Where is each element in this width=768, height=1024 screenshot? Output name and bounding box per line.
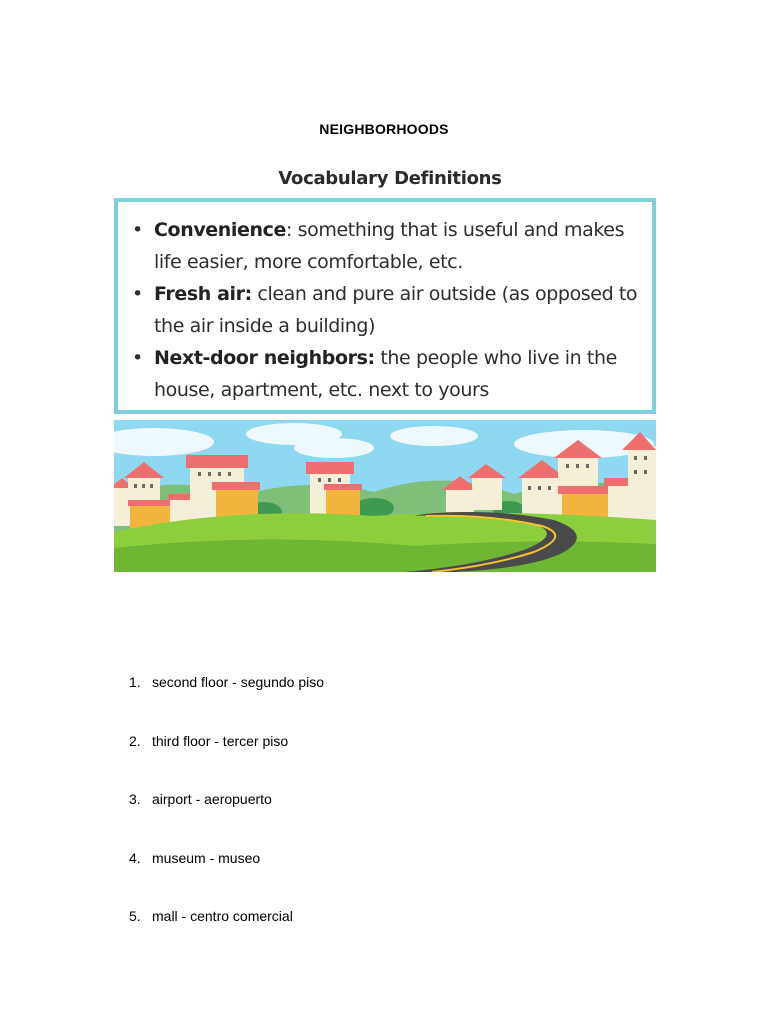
definition-term: Fresh air:: [154, 283, 252, 305]
definitions-list: [118, 202, 652, 406]
grass-shadow: [114, 539, 656, 572]
list-item-text: museum - museo: [152, 849, 261, 866]
document-title: NEIGHBORHOODS: [319, 121, 449, 137]
list-item-text: airport - aeropuerto: [152, 791, 272, 808]
bullet-icon: •: [132, 219, 143, 241]
definition-separator: :: [286, 219, 298, 241]
definition-text: something that is useful and makes life easier, more comfortable, etc.: [154, 219, 625, 273]
list-item: [129, 733, 324, 792]
definition-item: [132, 342, 642, 406]
list-item: [129, 674, 324, 733]
list-item-number: 5.: [129, 908, 141, 925]
definition-item: [132, 278, 642, 342]
definitions-box: [114, 198, 656, 414]
definition-text: the people who live in the house, apartment, etc. next to yours: [154, 347, 617, 401]
list-item-text: third floor - tercer piso: [152, 732, 289, 749]
list-item-text: mall - centro comercial: [152, 908, 293, 925]
neighborhood-landscape-illustration: [114, 420, 656, 572]
list-item-number: 3.: [129, 791, 141, 808]
list-item: [129, 850, 324, 909]
list-item-number: 4.: [129, 849, 141, 866]
list-item-number: 2.: [129, 732, 141, 749]
list-item-number: 1.: [129, 674, 141, 690]
definition-term: Convenience: [154, 219, 286, 241]
bullet-icon: •: [132, 347, 143, 369]
vocabulary-heading: Vocabulary Definitions: [278, 168, 502, 189]
landscape-svg: [114, 420, 656, 572]
definition-item: [132, 214, 642, 278]
vocabulary-word-list: [129, 674, 324, 967]
list-item-text: second floor - segundo piso: [152, 674, 324, 690]
bullet-icon: •: [132, 283, 143, 305]
definition-term: Next-door neighbors:: [154, 347, 375, 369]
definition-text: clean and pure air outside (as opposed to the air inside a building): [154, 283, 638, 337]
list-item: [129, 791, 324, 850]
list-item: [129, 908, 324, 967]
